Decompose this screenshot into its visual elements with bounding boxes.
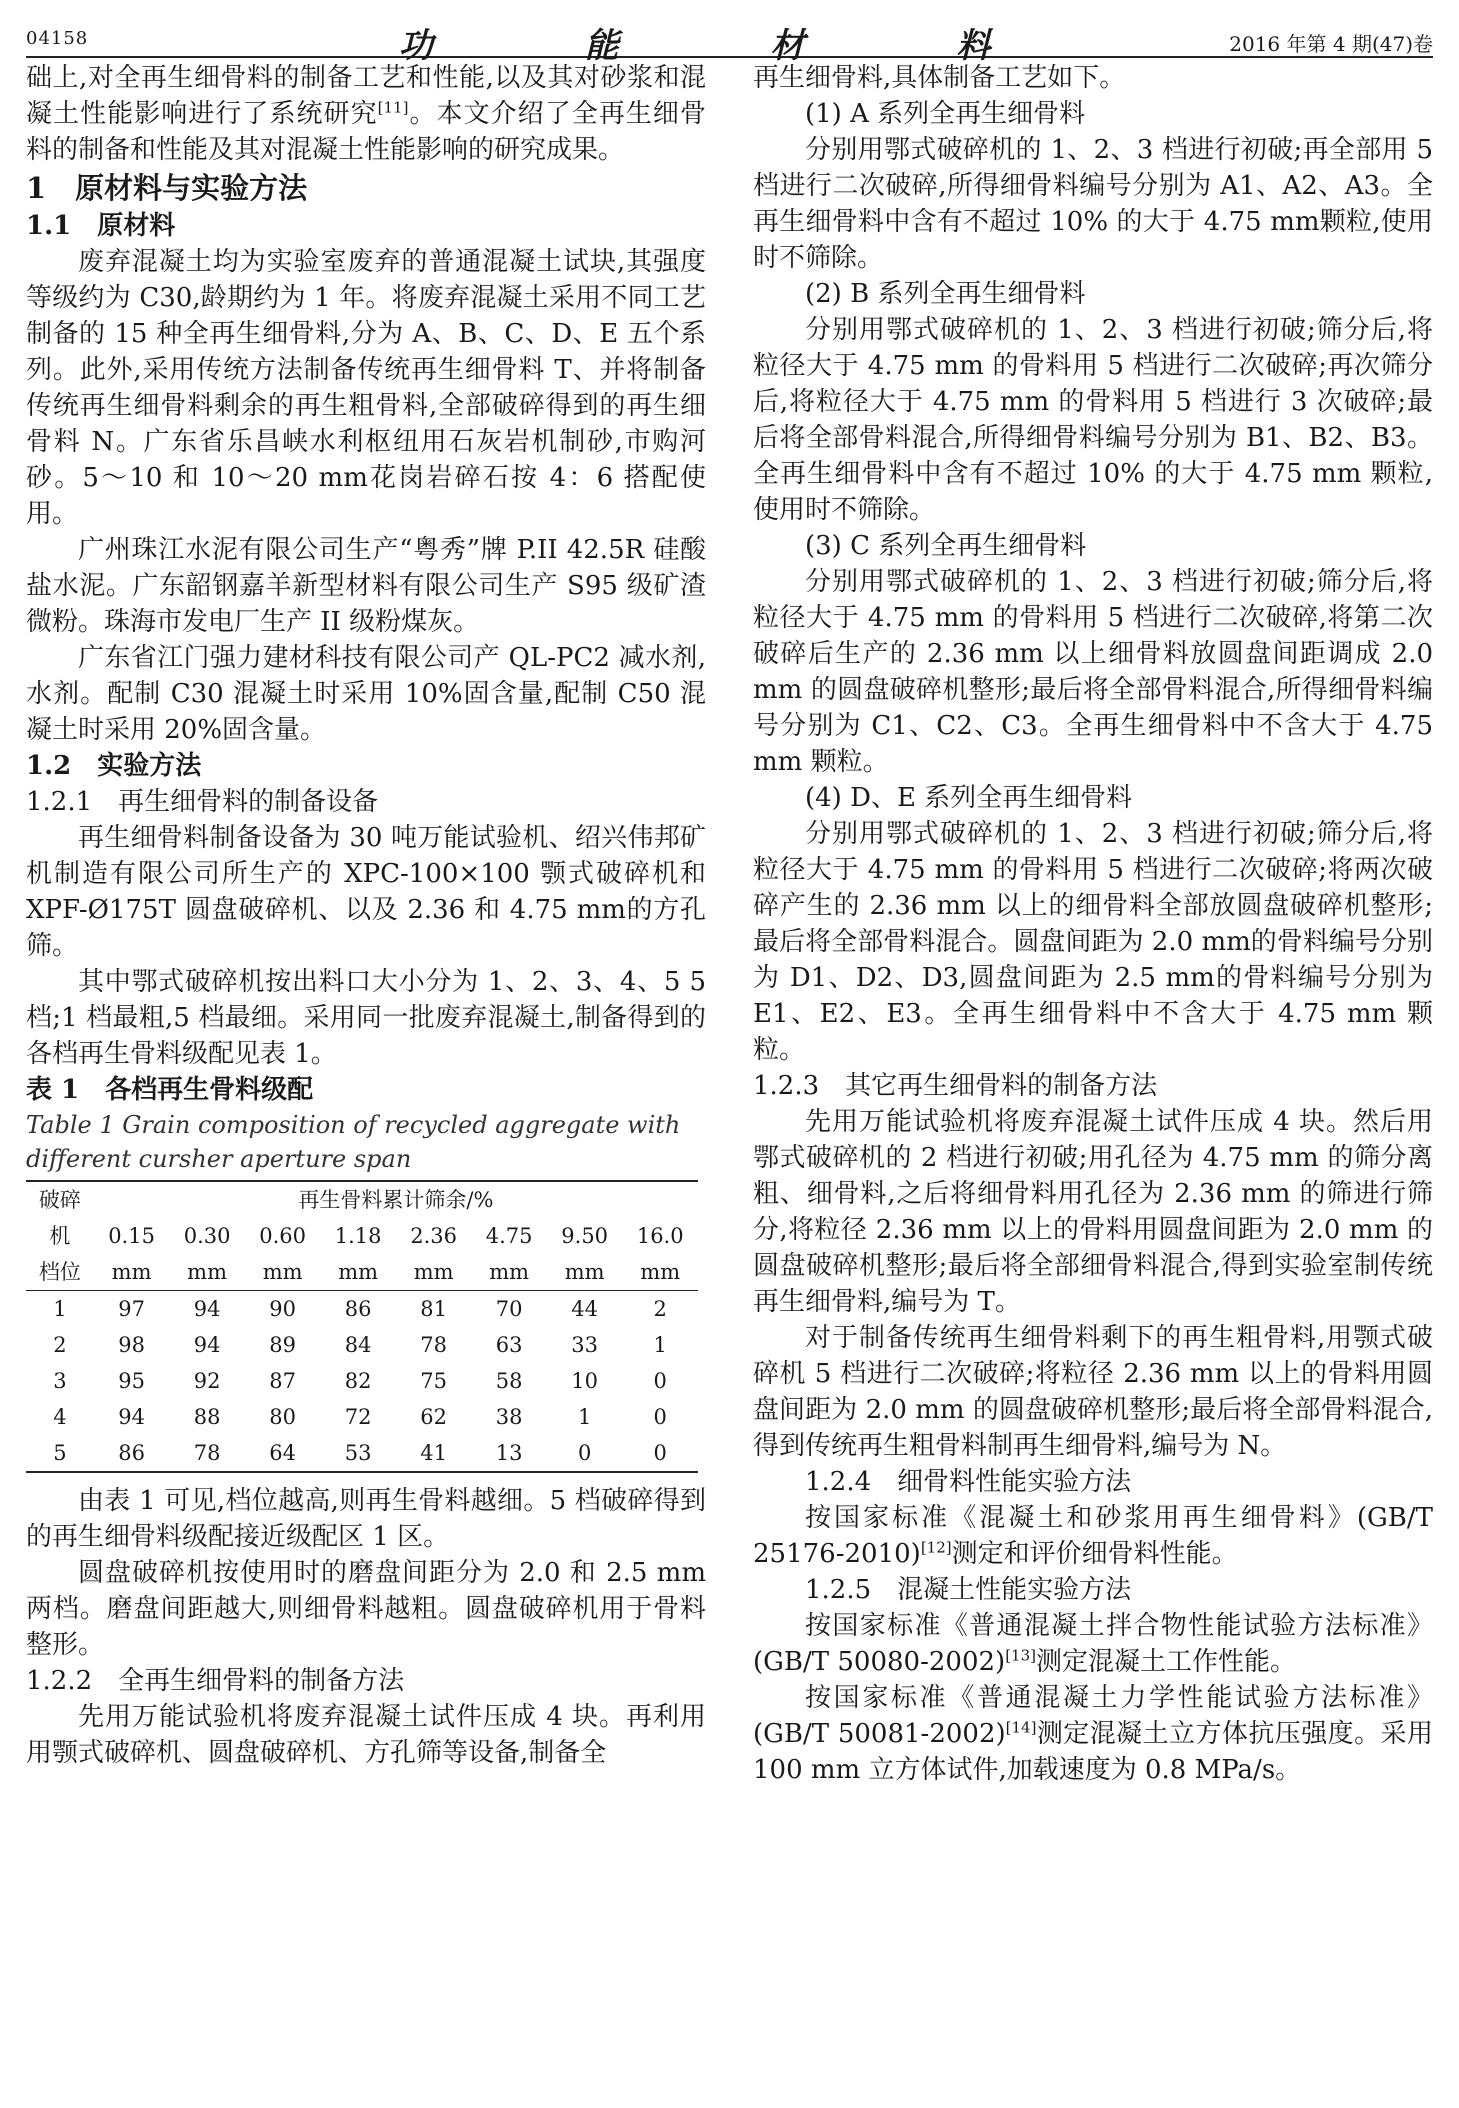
- subsubsection-heading: 1.2.1 再生细骨料的制备设备: [26, 787, 379, 817]
- table-size-cell: 0.15: [108, 1224, 155, 1248]
- table-title-en: Table 1 Grain composition of recycled aggregate with: [26, 1111, 681, 1139]
- series-heading: (1) A 系列全再生细骨料: [805, 99, 1086, 129]
- table-value-cell: 44: [571, 1297, 599, 1321]
- paragraph: 广东省江门强力建材科技有限公司产 QL-PC2 减水剂,水剂。配制 C30 混凝土时采用 10%固含量,配制 C50 混凝土时采用 20%固含量。: [26, 643, 706, 745]
- table-group-header: 再生骨料累计筛余/%: [298, 1188, 494, 1212]
- table-size-cell: 9.50: [561, 1224, 609, 1248]
- table-value-cell: 33: [571, 1333, 599, 1357]
- table-unit-cell: mm: [622, 1254, 698, 1291]
- subsection-heading: 1.2 实验方法: [26, 751, 202, 781]
- issue-label: 2016 年第 4 期(47)卷: [1229, 32, 1433, 56]
- table-value-cell: 95: [118, 1369, 145, 1393]
- table-unit-cell: mm: [169, 1254, 245, 1291]
- paragraph: 废弃混凝土均为实验室废弃的普通混凝土试块,其强度等级约为 C30,龄期约为 1 年。将废弃混凝土采用不同工艺制备的 15 种全再生细骨料,分为 A、B、C、D、E 五个系列。此外,采用传统方法制备传统再生细骨料 T、并将制备传统再生细骨料剩余的再生粗骨料,全部破碎得到的再生细骨料 N。广东省乐昌峡水利枢纽用石灰岩机制砂,市购河砂。5～10 和 10～20 mm花岗岩碎石按 4：6 搭配使用。: [26, 247, 706, 529]
- table-value-cell: 53: [344, 1441, 372, 1465]
- table-value-cell: 94: [193, 1333, 221, 1357]
- table-row: [26, 1327, 698, 1363]
- table-value-cell: 87: [269, 1369, 296, 1393]
- paragraph: 再生细骨料,具体制备工艺如下。: [753, 63, 1126, 93]
- left-column: [26, 60, 706, 1771]
- subsubsection-heading: 1.2.3 其它再生细骨料的制备方法: [753, 1071, 1158, 1101]
- paragraph: 广州珠江水泥有限公司生产“粤秀”牌 P.II 42.5R 硅酸盐水泥。广东韶钢嘉羊新型材料有限公司生产 S95 级矿渣微粉。珠海市发电厂生产 II 级粉煤灰。: [26, 535, 706, 637]
- table-row: [26, 1291, 698, 1328]
- table-value-cell: 94: [193, 1297, 221, 1321]
- table-row: [26, 1399, 698, 1435]
- paragraph: 分别用鄂式破碎机的 1、2、3 档进行初破;筛分后,将粒径大于 4.75 mm 的骨料用 5 档进行二次破碎,将第二次破碎后生产的 2.36 mm 以上细骨料放圆盘间距调成 2.0 mm 的圆盘破碎机整形;最后将全部骨料混合,所得细骨料编号分别为 C1、C2、C3。全再生细骨料中不含大于 4.75 mm 颗粒。: [753, 567, 1433, 777]
- table-value-cell: 72: [344, 1405, 372, 1429]
- table-size-cell: 4.75: [485, 1224, 533, 1248]
- table-size-cell: 16.0: [636, 1224, 684, 1248]
- table-title: 表 1 各档再生骨料级配: [26, 1075, 314, 1105]
- citation: [11]: [377, 98, 409, 117]
- table-value-cell: 0: [653, 1441, 667, 1465]
- table-value-cell: 88: [193, 1405, 221, 1429]
- table-value-cell: 92: [193, 1369, 221, 1393]
- journal-title: 功 能 材 料: [398, 26, 1061, 66]
- citation: [14]: [1005, 1718, 1037, 1737]
- table-value-cell: 2: [653, 1297, 667, 1321]
- table-unit-cell: mm: [396, 1254, 472, 1291]
- paragraph: 按国家标准《普通混凝土力学性能试验方法标准》(GB/T 50081-2002)[14]测定混凝土立方体抗压强度。采用 100 mm 立方体试件,加载速度为 0.8 MPa/s。: [753, 1683, 1433, 1785]
- paragraph: 对于制备传统再生细骨料剩下的再生粗骨料,用颚式破碎机 5 档进行二次破碎;将粒径 2.36 mm 以上的骨料用圆盘间距为 2.0 mm 的圆盘破碎机整形;最后将全部骨料混合,得到传统再生粗骨料制再生细骨料,编号为 N。: [753, 1323, 1433, 1461]
- grading-table: [26, 1180, 698, 1473]
- table-size-cell: 2.36: [410, 1224, 458, 1248]
- page-header: [26, 24, 1433, 66]
- citation: [12]: [920, 1538, 952, 1557]
- table-unit-cell: mm: [94, 1254, 170, 1291]
- table-value-cell: 97: [118, 1297, 145, 1321]
- subsubsection-heading: 1.2.4 细骨料性能实验方法: [805, 1467, 1132, 1497]
- table-value-cell: 78: [193, 1441, 221, 1465]
- subsubsection-heading: 1.2.5 混凝土性能实验方法: [805, 1575, 1132, 1605]
- table-value-cell: 13: [495, 1441, 523, 1465]
- table-value-cell: 75: [420, 1369, 447, 1393]
- paragraph: 先用万能试验机将废弃混凝土试件压成 4 块。再利用用颚式破碎机、圆盘破碎机、方孔筛等设备,制备全: [26, 1702, 706, 1768]
- table-value-cell: 0: [653, 1405, 667, 1429]
- table-gear-cell: 4: [53, 1405, 67, 1429]
- citation: [13]: [1005, 1646, 1036, 1665]
- table-row: [26, 1363, 698, 1399]
- table-header-cell: 破碎: [38, 1188, 81, 1212]
- table-gear-cell: 5: [53, 1441, 67, 1465]
- table-value-cell: 58: [495, 1369, 523, 1393]
- paragraph: 按国家标准《混凝土和砂浆用再生细骨料》(GB/T 25176-2010)[12]测定和评价细骨料性能。: [753, 1503, 1433, 1569]
- table-value-cell: 1: [577, 1405, 592, 1429]
- table-value-cell: 1: [653, 1333, 667, 1357]
- table-value-cell: 84: [344, 1333, 372, 1357]
- subsubsection-heading: 1.2.2 全再生细骨料的制备方法: [26, 1666, 405, 1696]
- paragraph: 分别用鄂式破碎机的 1、2、3 档进行初破;筛分后,将粒径大于 4.75 mm 的骨料用 5 档进行二次破碎;再次筛分后,将粒径大于 4.75 mm 的骨料用 5 档进行 3 次破碎;最后将全部骨料混合,所得细骨料编号分别为 B1、B2、B3。全再生细骨料中含有不超过 10% 的大于 4.75 mm 颗粒,使用时不筛除。: [753, 315, 1433, 525]
- paragraph: 按国家标准《普通混凝土拌合物性能试验方法标准》(GB/T 50080-2002)[13]测定混凝土工作性能。: [753, 1611, 1433, 1677]
- paragraph: 先用万能试验机将废弃混凝土试件压成 4 块。然后用鄂式破碎机的 2 档进行初破;用孔径为 4.75 mm 的筛分离粗、细骨料,之后将细骨料用孔径为 2.36 mm 的筛进行筛分,将粒径 2.36 mm 以上的骨料用圆盘间距为 2.0 mm 的圆盘破碎机整形;最后将全部细骨料混合,得到实验室制传统再生细骨料,编号为 T。: [753, 1107, 1433, 1317]
- table-size-cell: 0.30: [183, 1224, 231, 1248]
- table-gear-cell: 3: [53, 1369, 67, 1393]
- table-value-cell: 86: [118, 1441, 145, 1465]
- table-gear-cell: 1: [53, 1297, 67, 1321]
- table-title-en: different cursher aperture span: [26, 1145, 412, 1173]
- table-value-cell: 62: [420, 1405, 447, 1429]
- table-value-cell: 80: [269, 1405, 296, 1429]
- paragraph: 分别用鄂式破碎机的 1、2、3 档进行初破;筛分后,将粒径大于 4.75 mm 的骨料用 5 档进行二次破碎;将两次破碎产生的 2.36 mm 以上的细骨料全部放圆盘破碎机整形;最后将全部骨料混合。圆盘间距为 2.0 mm的骨料编号分别为 D1、D2、D3,圆盘间距为 2.5 mm的骨料编号分别为 E1、E2、E3。全再生细骨料中不含大于 4.75 mm 颗粒。: [753, 819, 1433, 1065]
- table-row: [26, 1435, 698, 1472]
- intro-paragraph: 础上,对全再生细骨料的制备工艺和性能,以及其对砂浆和混凝土性能影响进行了系统研究[11]。本文介绍了全再生细骨料的制备和性能及其对混凝土性能影响的研究成果。: [26, 63, 706, 165]
- paragraph: 再生细骨料制备设备为 30 吨万能试验机、绍兴伟邦矿机制造有限公司所生产的 XPC-100×100 颚式破碎机和 XPF-Ø175T 圆盘破碎机、以及 2.36 和 4.75 mm的方孔筛。: [26, 823, 706, 961]
- table-value-cell: 0: [577, 1441, 592, 1465]
- table-value-cell: 81: [420, 1297, 447, 1321]
- series-heading: (3) C 系列全再生细骨料: [805, 531, 1087, 561]
- table-header-cell: 机: [49, 1224, 71, 1248]
- table-size-cell: 0.60: [259, 1224, 306, 1248]
- table-value-cell: 10: [571, 1369, 599, 1393]
- table-value-cell: 41: [420, 1441, 447, 1465]
- page-number: 04158: [26, 28, 89, 49]
- table-value-cell: 94: [118, 1405, 145, 1429]
- table-unit-cell: mm: [547, 1254, 623, 1291]
- series-heading: (2) B 系列全再生细骨料: [805, 279, 1086, 309]
- paragraph: 其中鄂式破碎机按出料口大小分为 1、2、3、4、5 5 档;1 档最粗,5 档最细。采用同一批废弃混凝土,制备得到的各档再生骨料级配见表 1。: [26, 967, 706, 1069]
- table-value-cell: 64: [269, 1441, 296, 1465]
- table-gear-cell: 2: [53, 1333, 67, 1357]
- table-value-cell: 0: [653, 1369, 667, 1393]
- table-value-cell: 78: [420, 1333, 447, 1357]
- table-value-cell: 70: [495, 1297, 523, 1321]
- table-value-cell: 98: [118, 1333, 145, 1357]
- table-body: [26, 1291, 698, 1473]
- paragraph: 由表 1 可见,档位越高,则再生骨料越细。5 档破碎得到的再生细骨料级配接近级配区 1 区。: [26, 1486, 706, 1552]
- table-size-cell: 1.18: [334, 1224, 382, 1248]
- table-value-cell: 89: [269, 1333, 296, 1357]
- right-column: [753, 60, 1433, 1788]
- table-unit-cell: mm: [320, 1254, 396, 1291]
- table-value-cell: 86: [344, 1297, 372, 1321]
- table-value-cell: 90: [269, 1297, 296, 1321]
- paragraph: 圆盘破碎机按使用时的磨盘间距分为 2.0 和 2.5 mm两档。磨盘间距越大,则细骨料越粗。圆盘破碎机用于骨料整形。: [26, 1558, 706, 1660]
- table-unit-cell: mm: [245, 1254, 321, 1291]
- table-value-cell: 63: [495, 1333, 523, 1357]
- table-unit-cell: mm: [471, 1254, 547, 1291]
- table-value-cell: 82: [344, 1369, 372, 1393]
- section-heading: 1 原材料与实验方法: [26, 171, 308, 205]
- table-header-cell: 档位: [26, 1254, 94, 1291]
- subsection-heading: 1.1 原材料: [26, 211, 176, 241]
- table-value-cell: 38: [495, 1405, 523, 1429]
- series-heading: (4) D、E 系列全再生细骨料: [805, 783, 1133, 813]
- paragraph: 分别用鄂式破碎机的 1、2、3 档进行初破;再全部用 5 档进行二次破碎,所得细骨料编号分别为 A1、A2、A3。全再生细骨料中含有不超过 10% 的大于 4.75 mm颗粒,使用时不筛除。: [753, 135, 1433, 273]
